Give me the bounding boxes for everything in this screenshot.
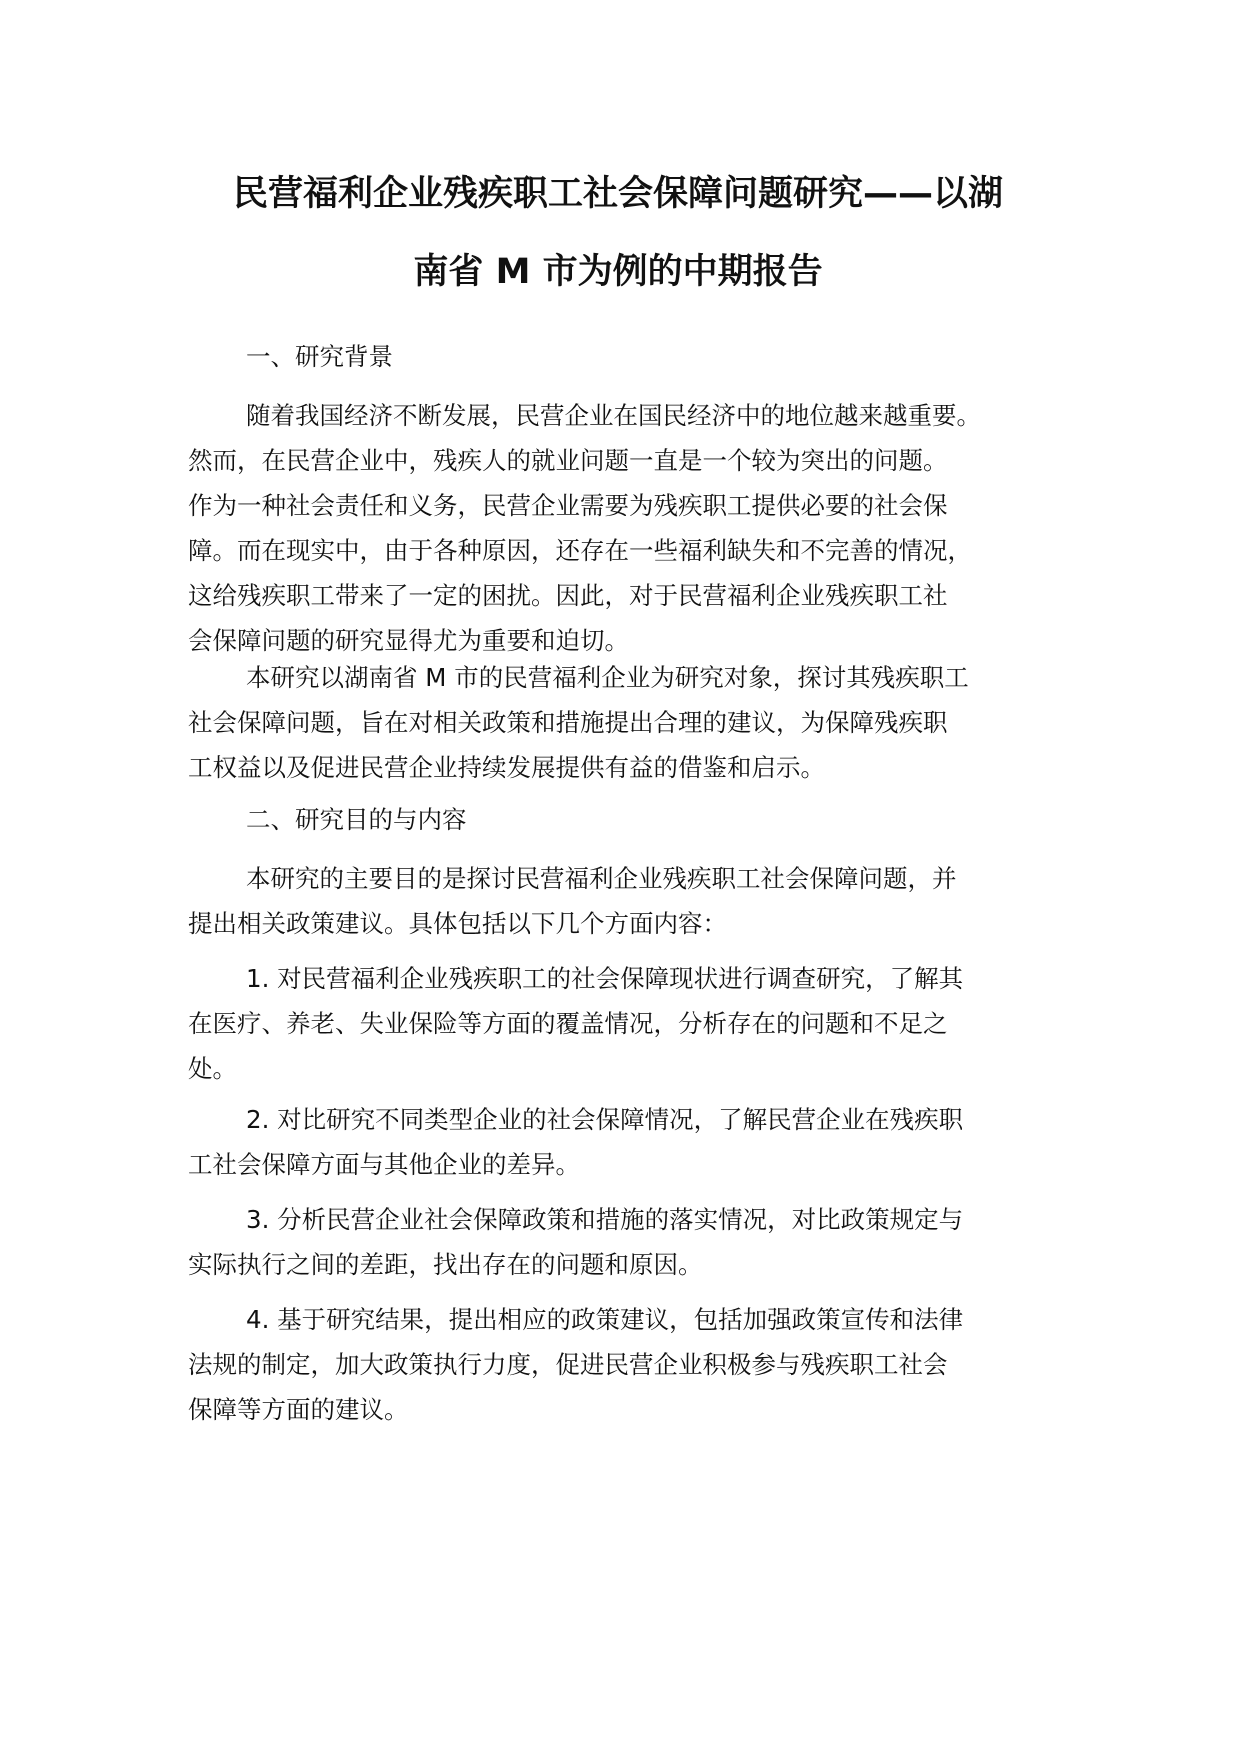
paragraph-line: 工社会保障方面与其他企业的差异。 [188,1150,580,1179]
paragraph-line: 障。而在现实中，由于各种原因，还存在一些福利缺失和不完善的情况， [188,536,972,565]
paragraph-line: 保障等方面的建议。 [188,1395,409,1424]
paragraph-line: 处。 [188,1054,237,1083]
title-line-1: 民营福利企业残疾职工社会保障问题研究——以湖 [232,174,1003,214]
paragraph-line: 本研究的主要目的是探讨民营福利企业残疾职工社会保障问题，并 [246,864,957,893]
paragraph-line: 法规的制定，加大政策执行力度，促进民营企业积极参与残疾职工社会 [188,1350,948,1379]
paragraph-line: 作为一种社会责任和义务，民营企业需要为残疾职工提供必要的社会保 [188,491,948,520]
paragraph-line: 提出相关政策建议。具体包括以下几个方面内容： [188,909,727,938]
paragraph-background-1 [188,393,1068,663]
paragraph-line: 在医疗、养老、失业保险等方面的覆盖情况，分析存在的问题和不足之 [188,1009,948,1038]
list-item-3 [188,1197,1068,1287]
section-heading: 一、研究背景 [246,342,393,371]
paragraph-line: 这给残疾职工带来了一定的困扰。因此，对于民营福利企业残疾职工社 [188,581,948,610]
paragraph-line: 工权益以及促进民营企业持续发展提供有益的借鉴和启示。 [188,753,825,782]
paragraph-line: 实际执行之间的差距，找出存在的问题和原因。 [188,1250,703,1279]
list-item-4 [188,1297,1068,1432]
title-line-2: 南省 M 市为例的中期报告 [413,252,823,292]
paragraph-line: 会保障问题的研究显得尤为重要和迫切。 [188,626,629,655]
paragraph-line: 3. 分析民营企业社会保障政策和措施的落实情况，对比政策规定与 [246,1205,964,1234]
section-heading: 二、研究目的与内容 [246,805,467,834]
paragraph-line: 社会保障问题，旨在对相关政策和措施提出合理的建议，为保障残疾职 [188,708,948,737]
document-title [188,155,1048,311]
paragraph-background-2 [188,655,1068,790]
paragraph-line: 1. 对民营福利企业残疾职工的社会保障现状进行调查研究，了解其 [246,964,964,993]
section-heading-purpose [188,797,1068,842]
paragraph-line: 然而，在民营企业中，残疾人的就业问题一直是一个较为突出的问题。 [188,446,948,475]
paragraph-line: 随着我国经济不断发展，民营企业在国民经济中的地位越来越重要。 [246,401,981,430]
paragraph-purpose-intro [188,856,1068,946]
list-item-2 [188,1097,1068,1187]
paragraph-line: 4. 基于研究结果，提出相应的政策建议，包括加强政策宣传和法律 [246,1305,964,1334]
paragraph-line: 2. 对比研究不同类型企业的社会保障情况，了解民营企业在残疾职 [246,1105,964,1134]
paragraph-line: 本研究以湖南省 M 市的民营福利企业为研究对象，探讨其残疾职工 [246,663,969,692]
list-item-1 [188,956,1068,1091]
section-heading-background [188,334,1068,379]
